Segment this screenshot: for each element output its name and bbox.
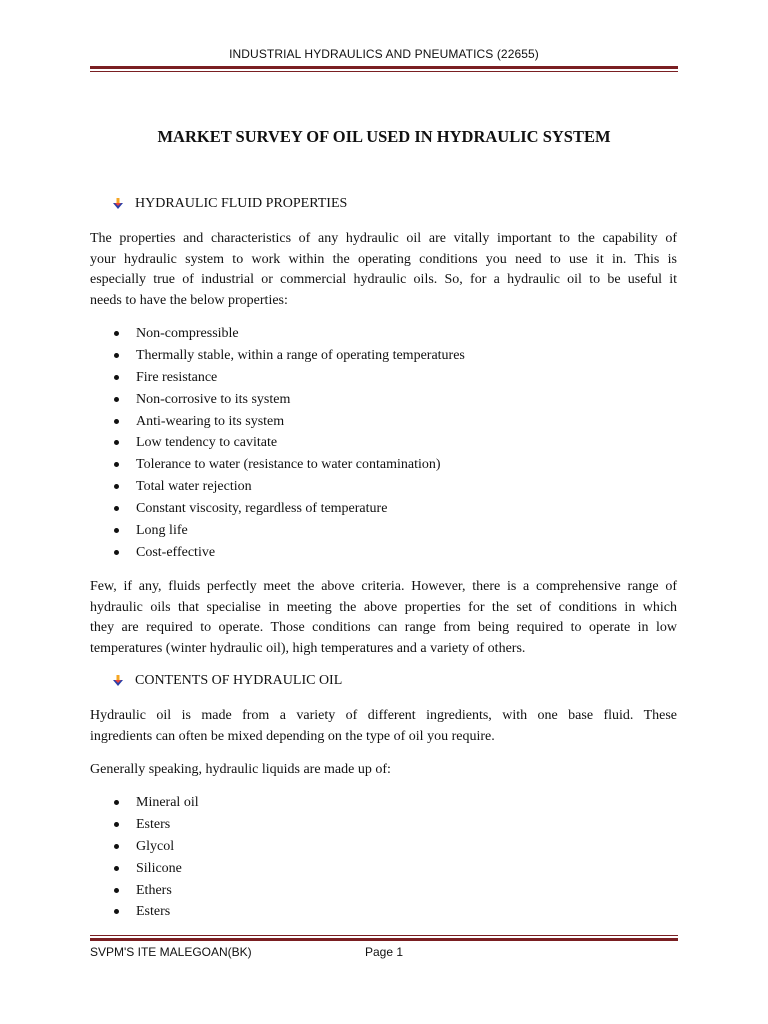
ingredients-list <box>113 792 199 923</box>
list-item: Low tendency to cavitate <box>113 432 465 454</box>
list-item: Thermally stable, within a range of operating temperatures <box>113 345 465 367</box>
paragraph-line: Few, if any, fluids perfectly meet the above criteria. However, there is a comprehensive range of <box>90 579 677 594</box>
list-item: Mineral oil <box>113 792 199 814</box>
header-rule-thick <box>90 66 678 69</box>
section-heading-fluid-properties <box>113 196 347 212</box>
list-item: Non-corrosive to its system <box>113 389 465 411</box>
paragraph-line: The properties and characteristics of any hydraulic oil are vitally important to the capability of <box>90 231 677 246</box>
paragraph-line: needs to have the below properties: <box>90 292 288 308</box>
header-rule-thin <box>90 71 678 72</box>
paragraph-contents-intro <box>90 706 677 747</box>
footer-rule-thin <box>90 935 678 936</box>
section-heading-text: CONTENTS OF HYDRAULIC OIL <box>135 673 343 688</box>
paragraph-line: ingredients can often be mixed depending on the type of oil you require. <box>90 728 495 744</box>
paragraph-line: temperatures (winter hydraulic oil), high temperatures and a variety of others. <box>90 640 526 656</box>
list-item: Long life <box>113 520 465 542</box>
paragraph-line: hydraulic oils that specialise in meeting the above properties for the set of conditions in which <box>90 599 677 615</box>
list-item: Tolerance to water (resistance to water contamination) <box>113 454 465 476</box>
page-number: Page 1 <box>365 945 404 959</box>
list-item: Total water rejection <box>113 476 465 498</box>
list-item: Glycol <box>113 836 199 858</box>
paragraph-line: Generally speaking, hydraulic liquids are made up of: <box>90 762 391 777</box>
footer-institute: SVPM'S ITE MALEGOAN(BK) <box>90 945 252 959</box>
list-item: Esters <box>113 814 199 836</box>
paragraph-fluid-properties-intro <box>90 229 677 311</box>
paragraph-line: Hydraulic oil is made from a variety of different ingredients, with one base fluid. These <box>90 708 677 723</box>
list-item: Esters <box>113 901 199 923</box>
properties-list <box>113 323 465 564</box>
paragraph-line: they are required to operate. Those conditions can range from being required to operate in low <box>90 620 677 635</box>
paragraph-contents-lead <box>90 760 677 781</box>
down-arrow-icon <box>113 198 123 210</box>
section-heading-contents <box>113 673 342 689</box>
section-heading-text: HYDRAULIC FLUID PROPERTIES <box>135 196 348 211</box>
list-item: Silicone <box>113 858 199 880</box>
list-item: Cost-effective <box>113 542 465 564</box>
list-item: Constant viscosity, regardless of temperature <box>113 498 465 520</box>
list-item: Non-compressible <box>113 323 465 345</box>
paragraph-line: your hydraulic system to work within the operating conditions you need to use it in. This is <box>90 251 677 267</box>
down-arrow-icon <box>113 675 123 687</box>
paragraph-line: especially true of industrial or commercial hydraulic oils. So, for a hydraulic oil to be useful it <box>90 272 677 287</box>
footer-rule-thick <box>90 938 678 941</box>
list-item: Ethers <box>113 880 199 902</box>
running-header: INDUSTRIAL HYDRAULICS AND PNEUMATICS (22655) <box>229 47 539 61</box>
list-item: Anti-wearing to its system <box>113 411 465 433</box>
list-item: Fire resistance <box>113 367 465 389</box>
page-title: MARKET SURVEY OF OIL USED IN HYDRAULIC SYSTEM <box>157 127 611 146</box>
paragraph-fluid-criteria <box>90 577 677 659</box>
